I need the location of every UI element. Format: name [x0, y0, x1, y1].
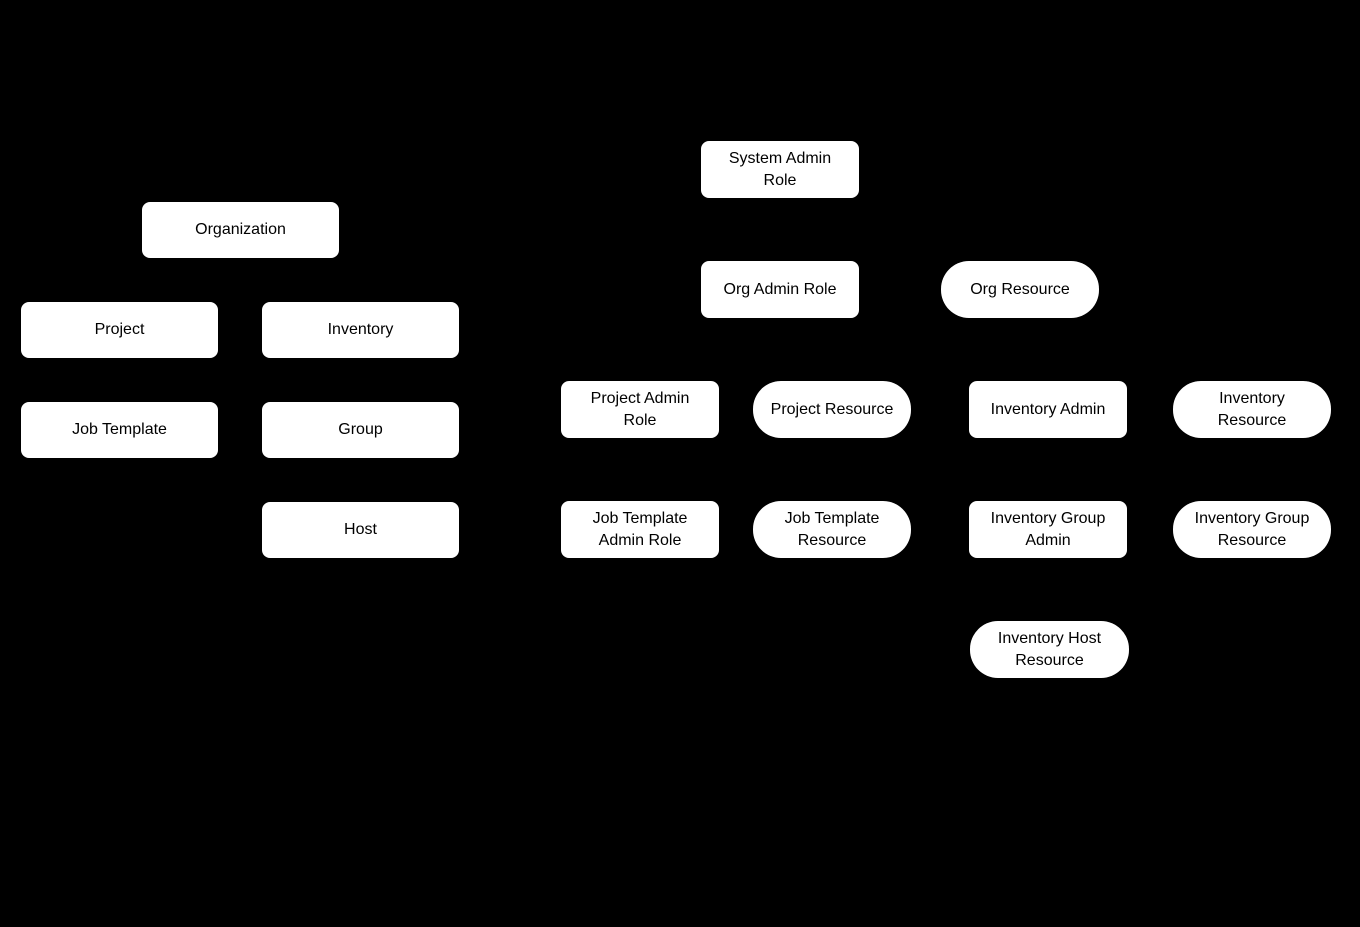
node-job-template-admin-role	[561, 501, 719, 558]
node-label: Job Template	[72, 421, 167, 439]
node-group	[262, 402, 459, 458]
node-label: System Admin Role	[728, 149, 832, 189]
node-label: Org Admin Role	[723, 280, 837, 298]
node-inventory-host-resource	[970, 621, 1129, 678]
node-project-admin-role	[561, 381, 719, 438]
node-label: Job Template Resource	[784, 509, 880, 549]
node-label: Inventory Group Resource	[1194, 509, 1310, 549]
node-inventory-admin	[969, 381, 1127, 438]
node-label: Inventory Resource	[1217, 389, 1287, 429]
node-label: Project Resource	[770, 400, 894, 418]
node-job-template-resource	[753, 501, 911, 558]
node-job-template	[21, 402, 218, 458]
node-inventory-group-admin	[969, 501, 1127, 558]
node-label: Inventory	[327, 321, 394, 339]
node-label: Job Template Admin Role	[592, 509, 688, 549]
node-label: Host	[344, 521, 377, 539]
node-org-resource	[941, 261, 1099, 318]
node-label: Inventory Admin	[990, 400, 1106, 418]
node-project-resource	[753, 381, 911, 438]
node-label: Organization	[195, 221, 286, 239]
node-host	[262, 502, 459, 558]
node-inventory-resource	[1173, 381, 1331, 438]
node-organization	[142, 202, 339, 258]
node-label: Group	[338, 421, 383, 439]
node-label: Inventory Host Resource	[997, 629, 1102, 669]
node-label: Project	[94, 321, 145, 339]
node-inventory	[262, 302, 459, 358]
node-inventory-group-resource	[1173, 501, 1331, 558]
node-label: Inventory Group Admin	[990, 509, 1106, 549]
node-label: Org Resource	[970, 280, 1070, 298]
node-org-admin-role	[701, 261, 859, 318]
node-system-admin-role	[701, 141, 859, 198]
node-label: Project Admin Role	[590, 389, 690, 429]
node-project	[21, 302, 218, 358]
